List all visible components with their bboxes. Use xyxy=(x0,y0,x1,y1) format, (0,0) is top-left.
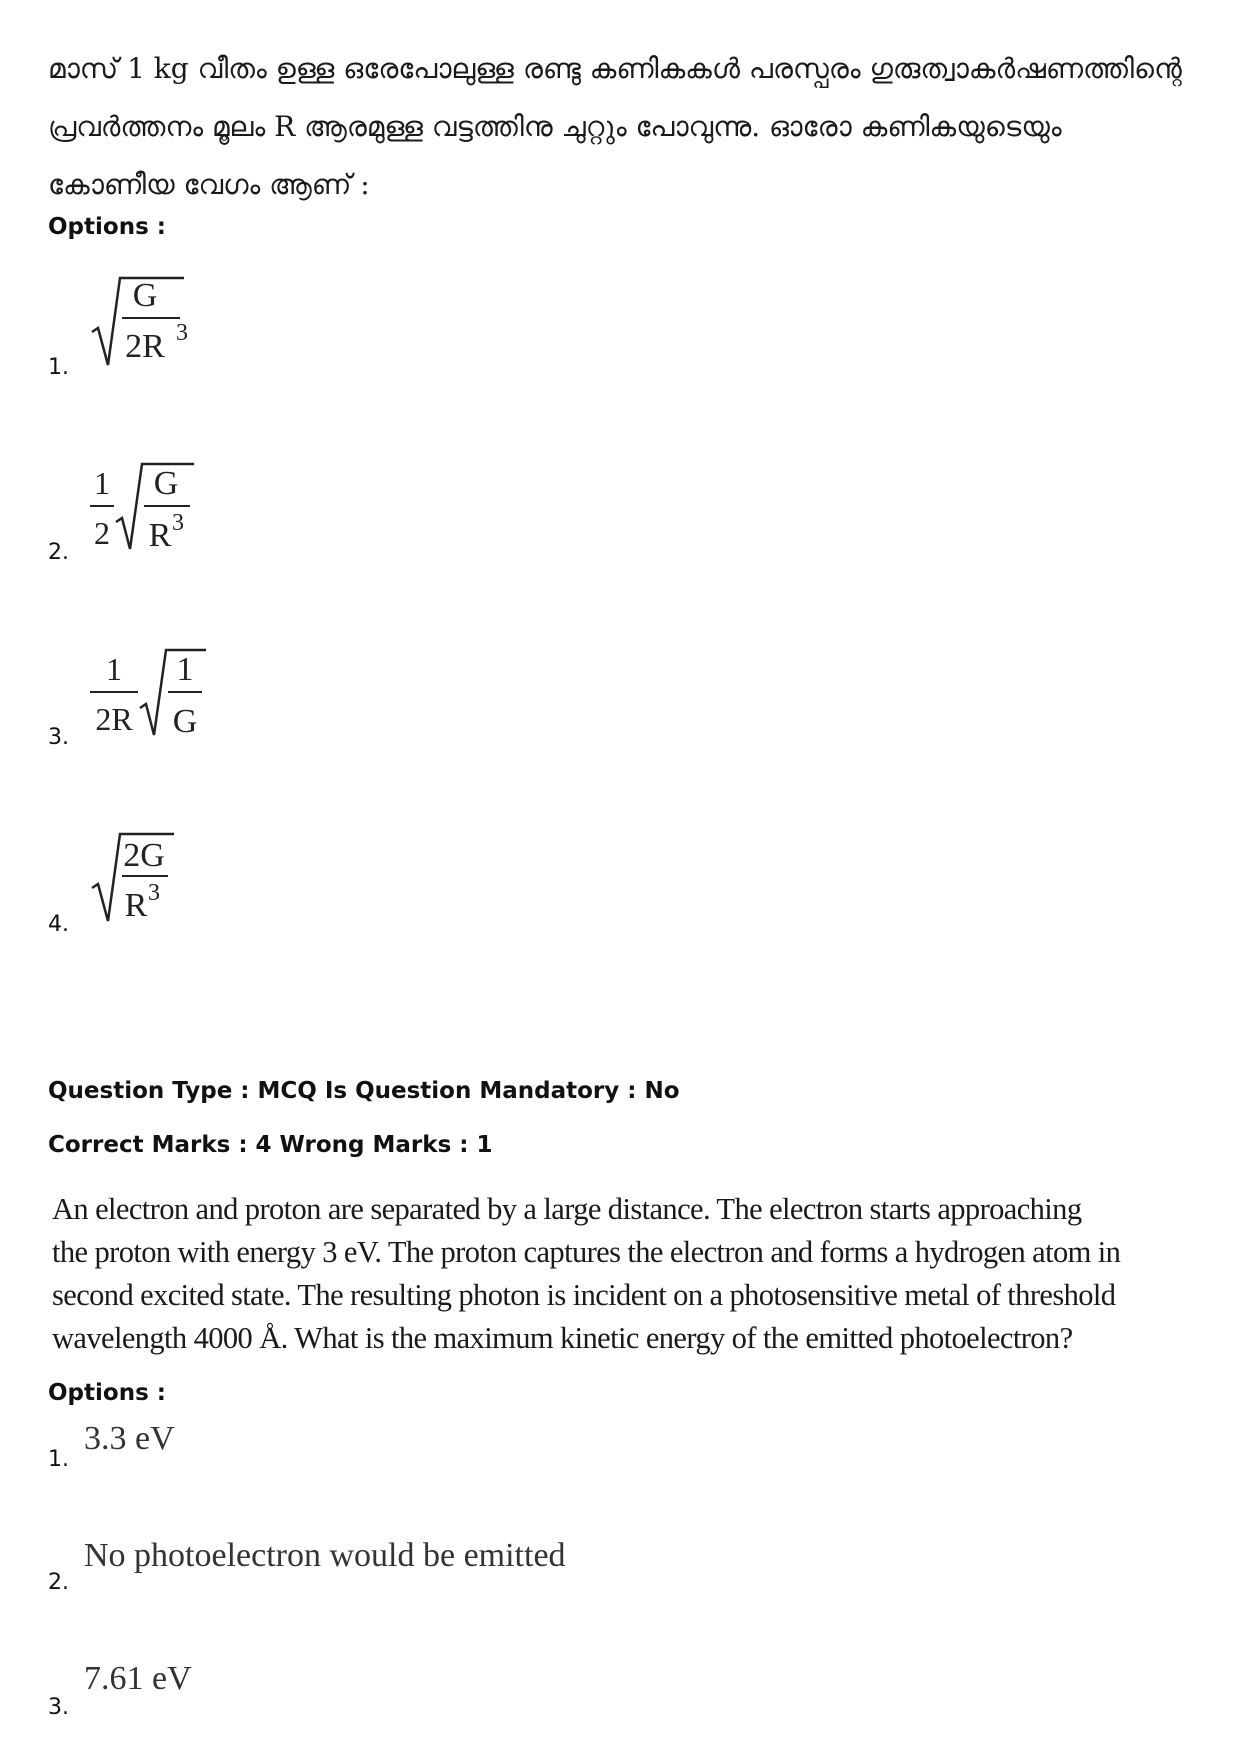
q1-option-2-numerator: G xyxy=(153,465,179,502)
q2-option-2-text[interactable]: No photoelectron would be emitted xyxy=(84,1537,566,1574)
q1-option-2-coef-numerator: 1 xyxy=(94,465,110,501)
q2-option-3-number: 3. xyxy=(48,1695,69,1720)
q1-option-1-formula[interactable] xyxy=(88,270,198,380)
question-2-text xyxy=(52,1188,1121,1360)
q1-option-3-denominator: G xyxy=(172,703,198,740)
question-1-line-1: മാസ് 1 kg വീതം ഉള്ള ഒരേപോലുള്ള രണ്ടു കണികകൾ പരസ്പരം ഗുരുത്വാകർഷണത്തിന്റെ xyxy=(48,52,1182,85)
q1-option-1-number: 1. xyxy=(48,355,69,380)
question-1-options-label: Options : xyxy=(48,214,166,240)
question-2-line-2: the proton with energy 3 eV. The proton captures the electron and forms a hydrogen atom in xyxy=(52,1235,1121,1269)
q2-option-1-text[interactable]: 3.3 eV xyxy=(84,1420,175,1457)
q1-option-4-number: 4. xyxy=(48,912,69,937)
q1-option-1-denominator: 2R xyxy=(125,328,165,365)
question-1-line-3: കോണീയ വേഗം ആണ് : xyxy=(48,168,370,201)
question-2-line-1: An electron and proton are separated by a large distance. The electron starts approaching xyxy=(52,1192,1082,1226)
q1-option-1-numerator: G xyxy=(132,277,158,314)
q1-option-4-formula[interactable] xyxy=(88,826,198,936)
q1-option-3-formula[interactable] xyxy=(88,640,218,750)
question-1-text xyxy=(48,40,1182,214)
q1-option-1-exponent: 3 xyxy=(176,320,188,346)
q1-option-2-exponent: 3 xyxy=(172,510,184,536)
question-2-type-line: Question Type : MCQ Is Question Mandatory : No xyxy=(48,1078,680,1104)
q1-option-3-number: 3. xyxy=(48,725,69,750)
question-2-options-label: Options : xyxy=(48,1380,166,1406)
q1-option-3-numerator: 1 xyxy=(176,651,194,688)
q1-option-4-denominator: R xyxy=(124,887,148,924)
q1-option-2-formula[interactable] xyxy=(88,454,208,564)
q1-option-2-denominator: R xyxy=(148,517,172,554)
q1-option-4-exponent: 3 xyxy=(148,880,160,906)
question-1-line-2: പ്രവർത്തനം മൂലം R ആരമുള്ള വട്ടത്തിനു ചുറ്റും പോവുന്നു. ഓരോ കണികയുടെയും xyxy=(48,110,1062,143)
q2-option-2-number: 2. xyxy=(48,1570,69,1595)
question-2-marks-line: Correct Marks : 4 Wrong Marks : 1 xyxy=(48,1132,493,1158)
q1-option-4-numerator: 2G xyxy=(123,837,165,874)
q1-option-2-number: 2. xyxy=(48,540,69,565)
question-2-line-4: wavelength 4000 Å. What is the maximum kinetic energy of the emitted photoelectron? xyxy=(52,1321,1073,1355)
q1-option-2-coef-denominator: 2 xyxy=(94,515,110,551)
q2-option-3-text[interactable]: 7.61 eV xyxy=(84,1660,192,1697)
q1-option-3-coef-numerator: 1 xyxy=(106,651,122,687)
q1-option-3-coef-denominator: 2R xyxy=(95,701,133,737)
question-2-line-3: second excited state. The resulting photon is incident on a photosensitive metal of threshold xyxy=(52,1278,1116,1312)
q2-option-1-number: 1. xyxy=(48,1447,69,1472)
